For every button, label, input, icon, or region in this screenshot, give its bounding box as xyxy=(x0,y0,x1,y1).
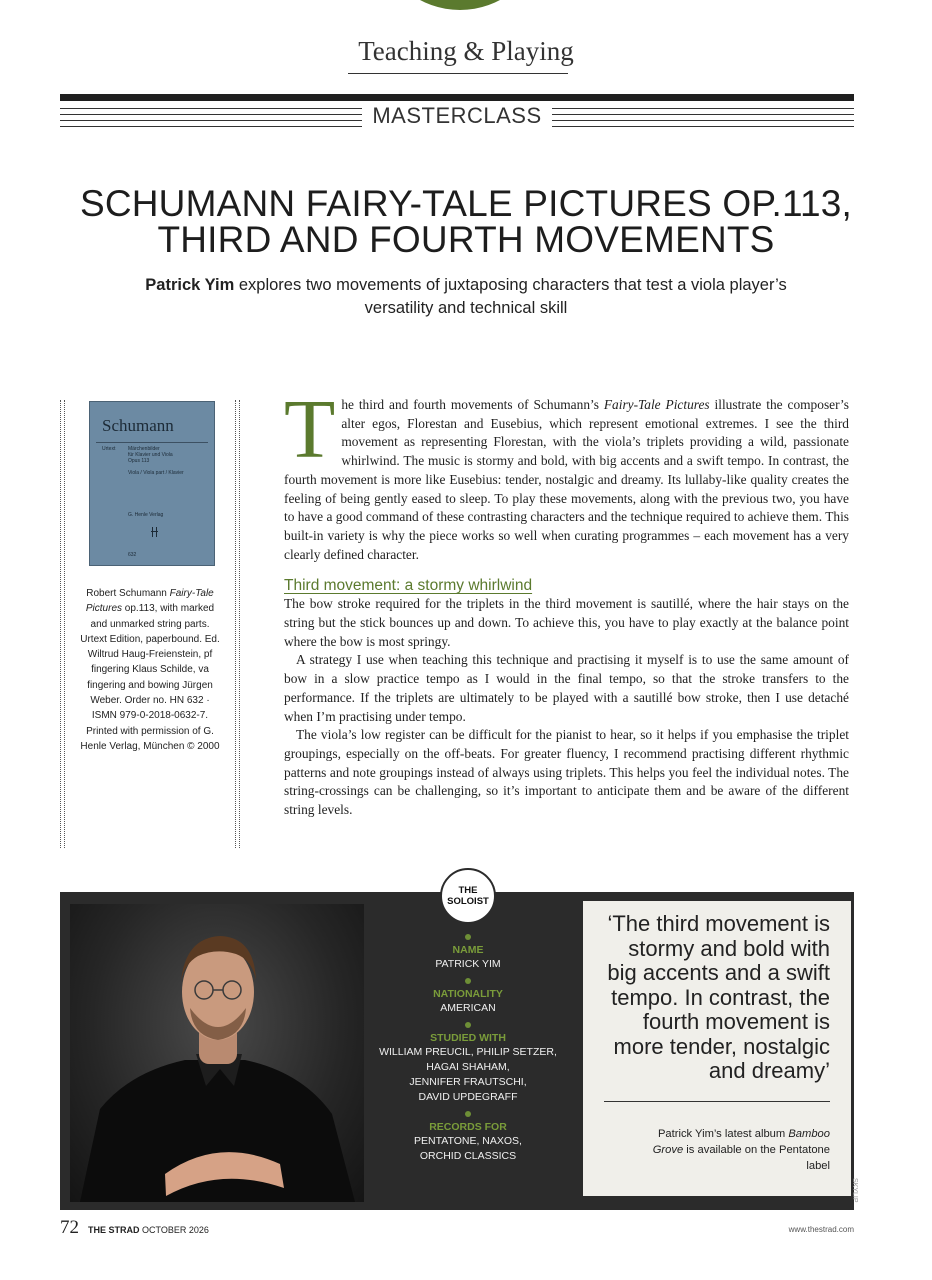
teacher-line: DAVID UPDEGRAFF xyxy=(418,1091,518,1103)
body-paragraph: The bow stroke required for the triplets in the third movement is sautillé, where the hair stays on the string but the stick bounces up and down. To achieve this, you have to play exactly at the balance point where the bow is most springy. xyxy=(284,596,849,649)
cover-opus: Opus 113 xyxy=(128,458,150,464)
pull-quote: ‘The third movement is stormy and bold with big accents and a swift tempo. In contrast, the fourth movement is more tender, nostalgic and dreamy’ xyxy=(607,911,830,1083)
badge-line: THE xyxy=(458,885,478,896)
soloist-photo xyxy=(70,904,364,1202)
subheading: Third movement: a stormy whirlwind xyxy=(284,577,533,595)
studied-with-label: STUDIED WITH xyxy=(430,1032,506,1044)
intro-italic: Fairy-Tale Pictures xyxy=(603,397,710,412)
teacher-line: JENNIFER FRAUTSCHI, xyxy=(409,1076,527,1088)
headline-line-2: THIRD AND FOURTH MOVEMENTS xyxy=(157,219,775,260)
cover-caption xyxy=(80,586,220,754)
caption-text: Robert Schumann xyxy=(86,588,170,599)
name-value: PATRICK YIM xyxy=(435,958,501,970)
masterclass-strap xyxy=(60,94,854,130)
records-for-label: RECORDS FOR xyxy=(429,1121,507,1133)
strap-thick-rule xyxy=(60,94,854,101)
intro-text: he third and fourth movements of Schumann’s xyxy=(341,397,604,412)
headline xyxy=(40,183,892,260)
quote-divider xyxy=(604,1101,830,1102)
nationality-value: AMERICAN xyxy=(440,1002,496,1014)
badge-line: SOLOIST xyxy=(447,896,489,907)
label-line: PENTATONE, NAXOS, xyxy=(414,1135,522,1147)
cover-rule xyxy=(96,442,208,443)
magazine-name: THE STRAD xyxy=(88,1225,140,1235)
teacher-line: HAGAI SHAHAM, xyxy=(426,1061,510,1073)
section-title-underline xyxy=(348,73,568,74)
album-title: Bamboo Grove xyxy=(652,1128,830,1156)
standfirst-text: explores two movements of juxtaposing characters that test a viola player’s versatility and technical skill xyxy=(234,276,787,317)
cover-press: G. Henle Verlag xyxy=(128,512,164,518)
bullet-dot-icon xyxy=(465,934,471,940)
cover-publisher-mark: Urtext xyxy=(102,446,116,452)
album-note xyxy=(640,1126,830,1174)
score-cover-image xyxy=(89,401,215,566)
studied-with-value xyxy=(372,1045,564,1105)
section-title: Teaching & Playing xyxy=(358,36,574,66)
article-body xyxy=(284,383,849,820)
photo-credit: SKYLIP xyxy=(851,1178,858,1203)
bullet-dot-icon xyxy=(465,1022,471,1028)
name-label: NAME xyxy=(452,944,484,956)
cover-composer: Schumann xyxy=(102,416,174,435)
album-text: is available on the Pentatone label xyxy=(683,1144,830,1172)
section-marker-circle xyxy=(385,0,535,10)
caption-italic: Fairy-Tale Pictures xyxy=(85,588,214,615)
records-for-value xyxy=(372,1134,564,1164)
label-line: ORCHID CLASSICS xyxy=(419,1150,517,1162)
website-link[interactable]: www.thestrad.com xyxy=(788,1225,854,1234)
cover-title: Märchenbilder xyxy=(128,446,160,452)
page-number: 72 xyxy=(60,1217,79,1238)
folio xyxy=(88,1225,209,1235)
intro-text: illustrate the composer’s alter egos, Florestan and Eusebius, which represent emotional extremes. I see the third movement as representing Florestan, with the viola’s triplets providing a wild, passionate whirlwind. The music is stormy and bold, with big accents and a swift tempo. In contrast, the fourth movement is more like Eusebius: tender, nostalgic and dreamy. Its lullaby-like quality creates the feeling of being gently eased to sleep. To play these movements, along with the previous two, you have to have a good command of these contrasting characters and the technique required to achieve them. This built-in variety is why the piece works so well when curating programmes – each movement has a very clearly defined character. xyxy=(284,397,849,562)
body-paragraph: The viola’s low register can be difficult for the pianist to hear, so it helps if you emphasise the triplet groupings, especially on the off-beats. For greater fluency, I recommend practising different rhythmic patterns and note groupings instead of always using triplets. This helps you feel the individual notes. The string-crossings can be challenging, so it’s important to anticipate them and be aware of the different string levels. xyxy=(284,727,849,818)
nationality-label: NATIONALITY xyxy=(433,988,503,1000)
strap-label: MASTERCLASS xyxy=(60,103,854,129)
body-paragraph: A strategy I use when teaching this technique and practising it myself is to use the same amount of bow in a slow practice tempo as I would in the final tempo, so that the stroke transfers to the performance. If the triplets are ultimately to be played with a sautillé bow stroke, then I use detaché when I’m practising under tempo. xyxy=(284,652,849,724)
issue-date: OCTOBER 2026 xyxy=(139,1225,209,1235)
sidebar-rule xyxy=(235,400,236,848)
portrait-illustration xyxy=(70,904,364,1202)
cover-title-block xyxy=(128,446,208,476)
headline-line-1: SCHUMANN FAIRY-TALE PICTURES OP.113, xyxy=(79,183,853,224)
henle-logo-icon xyxy=(150,526,160,538)
soloist-facts xyxy=(372,934,564,1170)
bullet-dot-icon xyxy=(465,978,471,984)
sidebar-rule xyxy=(64,400,65,848)
album-text: Patrick Yim’s latest album xyxy=(657,1128,789,1140)
cover-subtitle: für Klavier und Viola xyxy=(128,452,173,458)
caption-text: op.113, with marked and unmarked string parts. Urtext Edition, paperbound. Ed. Wiltrud Haug-Freienstein, pf fingering Klaus Schilde, va fingering and bowing Jürgen Weber. Order no. HN 632 · ISMN 979-0-2018-0632-7. Printed with permission of G. Henle Verlag, München © 2000 xyxy=(80,603,220,752)
bullet-dot-icon xyxy=(465,1111,471,1117)
intro-paragraph xyxy=(284,383,849,564)
cover-catalogue: 632 xyxy=(128,552,137,558)
dropcap: T xyxy=(284,383,336,476)
the-soloist-badge xyxy=(440,868,496,924)
standfirst xyxy=(120,274,812,320)
sidebar-rule xyxy=(239,400,240,848)
teacher-line: WILLIAM PREUCIL, PHILIP SETZER, xyxy=(379,1046,557,1058)
standfirst-author: Patrick Yim xyxy=(145,276,235,294)
cover-edition: Viola / Viola part / Klavier xyxy=(128,470,184,476)
sidebar-rule xyxy=(60,400,61,848)
